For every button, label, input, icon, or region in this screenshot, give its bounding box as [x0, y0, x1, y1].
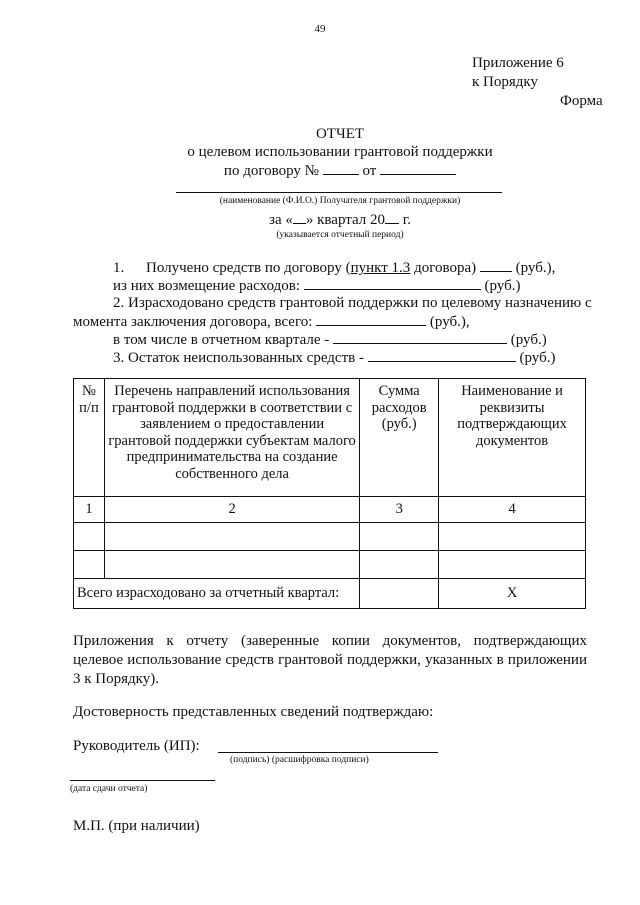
item-1: [113, 259, 555, 277]
item-3: [113, 349, 555, 367]
signature-caption: (подпись) (расшифровка подписи): [230, 755, 369, 765]
contract-prefix: по договору №: [223, 163, 319, 179]
appendix-reference: к Порядку: [472, 74, 538, 90]
confirmation-text: Достоверность представленных сведений подтверждаю:: [73, 704, 434, 720]
table-cell[interactable]: [439, 551, 586, 579]
remaining-field[interactable]: [368, 349, 516, 362]
spent-total-field[interactable]: [316, 313, 426, 326]
table-cell[interactable]: [74, 551, 105, 579]
col-number-1: 1: [74, 497, 105, 523]
col-number-4: 4: [439, 497, 586, 523]
reimbursement-field[interactable]: [304, 277, 481, 290]
expense-table: [73, 378, 586, 609]
item-2-line-1: 2. Израсходовано средств грантовой поддержки по целевому назначению с: [113, 295, 592, 311]
table-row[interactable]: [74, 551, 586, 579]
header-amount: Сумма расходов (руб.): [360, 379, 439, 497]
item-1-sub-text: из них возмещение расходов:: [113, 278, 301, 294]
spent-quarter-field[interactable]: [333, 331, 507, 344]
contract-date-field[interactable]: [380, 162, 456, 175]
item-3-rub: (руб.): [519, 350, 556, 366]
header-number: № п/п: [74, 379, 105, 497]
signature-field[interactable]: [218, 752, 438, 753]
item-1-sub-rub: (руб.): [484, 278, 521, 294]
col-number-3: 3: [360, 497, 439, 523]
quarter-suffix: г.: [402, 212, 411, 228]
item-2-sub: [113, 331, 547, 349]
recipient-field[interactable]: [176, 192, 502, 193]
item-1-number: 1.: [113, 260, 125, 276]
header-directions: Перечень направлений использования грантовой поддержки в соответствии с заявлением о предоставлении грантовой поддержки субъектам малого предпринимательства на создание собственного дела: [104, 379, 359, 497]
stamp-place: М.П. (при наличии): [73, 818, 200, 834]
report-title: ОТЧЕТ: [315, 126, 365, 142]
contract-date-prefix: от: [362, 163, 377, 179]
year-field[interactable]: [385, 211, 399, 224]
quarter-line: [0, 211, 640, 229]
table-row[interactable]: [74, 523, 586, 551]
table-column-numbers: [74, 497, 586, 523]
item-1-rub: (руб.),: [515, 260, 556, 276]
report-subtitle: о целевом использовании грантовой поддержки: [187, 144, 493, 160]
table-cell[interactable]: [104, 523, 359, 551]
table-cell[interactable]: [74, 523, 105, 551]
item-2-text: момента заключения договора, всего:: [73, 314, 313, 330]
table-cell[interactable]: [360, 551, 439, 579]
item-1-link[interactable]: пункт 1.3: [350, 260, 411, 276]
attachments-note: Приложения к отчету (заверенные копии документов, подтверждающих целевое использование средств грантовой поддержки, указанных в приложении 3 к Порядку).: [73, 633, 587, 687]
date-caption: (дата сдачи отчета): [70, 784, 148, 794]
table-cell[interactable]: [439, 523, 586, 551]
table-total-row: [74, 579, 586, 609]
total-mark: X: [439, 579, 586, 609]
quarter-field[interactable]: [293, 211, 306, 224]
recipient-caption: (наименование (Ф.И.О.) Получателя грантовой поддержки): [219, 196, 461, 206]
table-cell[interactable]: [360, 523, 439, 551]
period-caption: (указывается отчетный период): [276, 230, 404, 240]
total-amount-cell[interactable]: [360, 579, 439, 609]
form-label: Форма: [560, 93, 603, 109]
appendix-number: Приложение 6: [472, 55, 564, 71]
item-2-rub: (руб.),: [429, 314, 470, 330]
signature-label: Руководитель (ИП):: [73, 738, 200, 754]
header-documents: Наименование и реквизиты подтверждающих документов: [439, 379, 586, 497]
item-2-sub-text: в том числе в отчетном квартале -: [113, 332, 330, 348]
table-cell[interactable]: [104, 551, 359, 579]
submission-date-field[interactable]: [70, 780, 215, 781]
col-number-2: 2: [104, 497, 359, 523]
item-2-line-2: [73, 313, 470, 331]
page-number: 49: [314, 23, 326, 35]
item-1-text-end: договора): [410, 260, 477, 276]
contract-line: [0, 162, 640, 180]
quarter-middle: » квартал 20: [305, 212, 386, 228]
item-3-text: 3. Остаток неиспользованных средств -: [113, 350, 364, 366]
contract-number-field[interactable]: [323, 162, 359, 175]
received-amount-field[interactable]: [480, 259, 512, 272]
table-header-row: [74, 379, 586, 497]
item-1-text: Получено средств по договору (: [146, 260, 351, 276]
item-2-sub-rub: (руб.): [510, 332, 547, 348]
item-1-sub: [113, 277, 521, 295]
total-label: Всего израсходовано за отчетный квартал:: [74, 579, 360, 609]
quarter-prefix: за «: [269, 212, 293, 228]
